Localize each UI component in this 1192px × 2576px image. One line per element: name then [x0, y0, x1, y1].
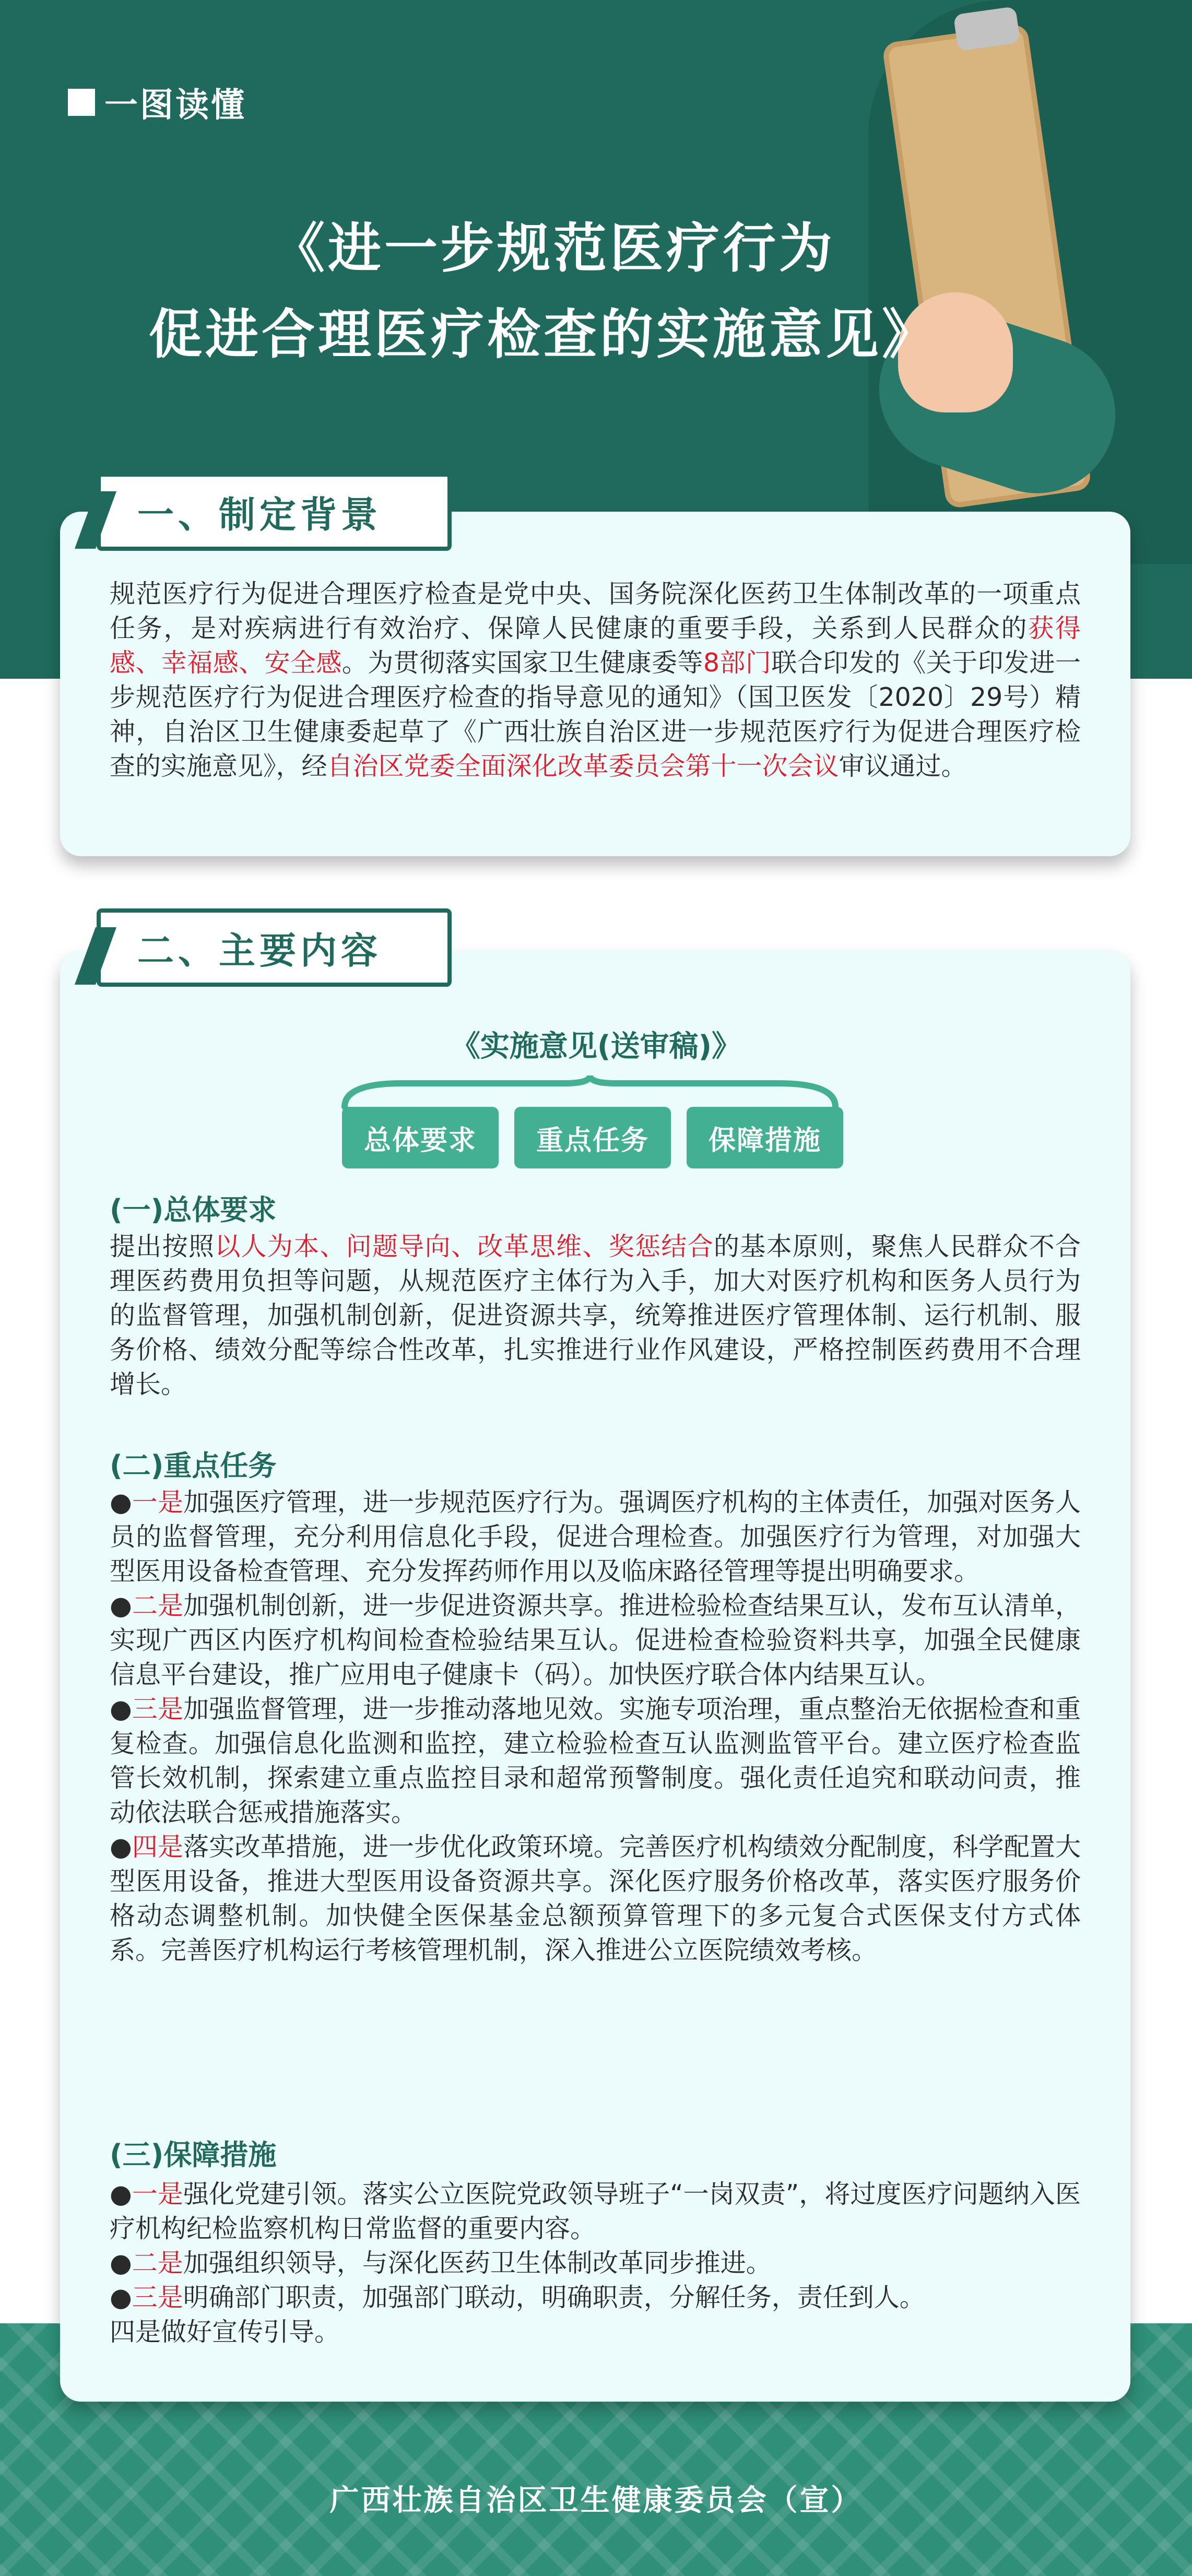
subheading-general: (一)总体要求 — [110, 1194, 277, 1226]
bullet-icon: ● — [110, 1487, 132, 1517]
list-item: ●一是强化党建引领。落实公立医院党政领导班子“一岗双责”，将过度医疗问题纳入医疗机构纪检监察机构日常监督的重要内容。 — [110, 2179, 1081, 2243]
bullet-icon: ● — [110, 2283, 132, 2312]
list-item: ●四是落实改革措施，进一步优化政策环境。完善医疗机构绩效分配制度，科学配置大型医用设备，推进大型医用设备资源共享。深化医疗服务价格改革，落实医疗服务价格动态调整机制。加快健全医保基金总额预算管理下的多元复合式医保支付方式体系。完善医疗机构运行考核管理机制，深入推进公立医院绩效考核。 — [110, 1832, 1081, 1965]
subheading-tasks: (二)重点任务 — [110, 1449, 277, 1482]
safeguards-list — [110, 2177, 1081, 2349]
plan-pills — [342, 1107, 843, 1168]
square-icon — [68, 89, 95, 116]
tasks-list — [110, 1485, 1081, 1968]
bullet-icon: ● — [110, 1832, 132, 1862]
bullet-icon: ● — [110, 1694, 132, 1724]
header-tag: 一图读懂 — [68, 78, 246, 126]
general-paragraph: 提出按照以人为本、问题导向、改革思维、奖惩结合的基本原则，聚焦人民群众不合理医药费用负担等问题，从规范医疗主体行为入手，加大对医疗机构和医务人员行为的监督管理，加强机制创新，促进资源共享，统筹推进医疗管理体制、运行机制、服务价格、绩效分配等综合性改革，扎实推进行业作风建设，严格控制医药费用不合理增长。 — [110, 1232, 1081, 1399]
pill-safeguards: 保障措施 — [687, 1107, 843, 1168]
footer-credit: 广西壮族自治区卫生健康委员会（宣） — [329, 2484, 863, 2518]
nurse-illustration — [835, 0, 1192, 574]
pill-general-requirements: 总体要求 — [342, 1107, 499, 1168]
bullet-icon: ● — [110, 2248, 132, 2278]
section-badge-background: 一、制定背景 — [97, 472, 452, 551]
subheading-safeguards: (三)保障措施 — [110, 2138, 277, 2171]
list-item: ●三是加强监督管理，进一步推动落地见效。实施专项治理，重点整治无依据检查和重复检查。加强信息化监测和监控，建立检验检查互认监测监管平台。建立医疗检查监管长效机制，探索建立重点监控目录和超常预警制度。强化责任追究和联动问责，推动依法联合惩戒措施落实。 — [110, 1694, 1081, 1827]
list-item: ●二是加强机制创新，进一步促进资源共享。推进检验检查结果互认，发布互认清单，实现广西区内医疗机构间检查检验结果互认。促进检查检验资料共享，加强全民健康信息平台建设，推广应用电子健康卡（码）。加快医疗联合体内结果互认。 — [110, 1591, 1081, 1689]
background-paragraph: 规范医疗行为促进合理医疗检查是党中央、国务院深化医药卫生体制改革的一项重点任务，是对疾病进行有效治疗、保障人民健康的重要手段，关系到人民群众的获得感、幸福感、安全感。为贯彻落实国家卫生健康委等8部门联合印发的《关于印发进一步规范医疗行为促进合理医疗检查的指导意见的通知》（国卫医发〔2020〕29号）精神，自治区卫生健康委起草了《广西壮族自治区进一步规范医疗行为促进合理医疗检查的实施意见》，经自治区党委全面深化改革委员会第十一次会议审议通过。 — [110, 579, 1081, 781]
pill-key-tasks: 重点任务 — [514, 1107, 671, 1168]
page-title-line1: 《进一步规范医疗行为 — [272, 218, 835, 280]
plan-title: 《实施意见(送审稿)》 — [451, 1030, 741, 1064]
bullet-icon: ● — [110, 1591, 132, 1621]
bullet-icon: ● — [110, 2179, 132, 2209]
section-badge-content: 二、主要内容 — [97, 908, 452, 987]
list-item: ●三是明确部门职责，加强部门联动，明确职责，分解任务，责任到人。 — [110, 2283, 925, 2312]
list-item: ●二是加强组织领导，与深化医药卫生体制改革同步推进。 — [110, 2248, 772, 2278]
list-item-last: 四是做好宣传引导。 — [110, 2317, 340, 2347]
list-item: ●一是加强医疗管理，进一步规范医疗行为。强调医疗机构的主体责任，加强对医务人员的监督管理，充分利用信息化手段，促进合理检查。加强医疗行为管理，对加强大型医用设备检查管理、充分发挥药师作用以及临床路径管理等提出明确要求。 — [110, 1487, 1081, 1586]
page-title-line2: 促进合理医疗检查的实施意见》 — [149, 304, 938, 366]
